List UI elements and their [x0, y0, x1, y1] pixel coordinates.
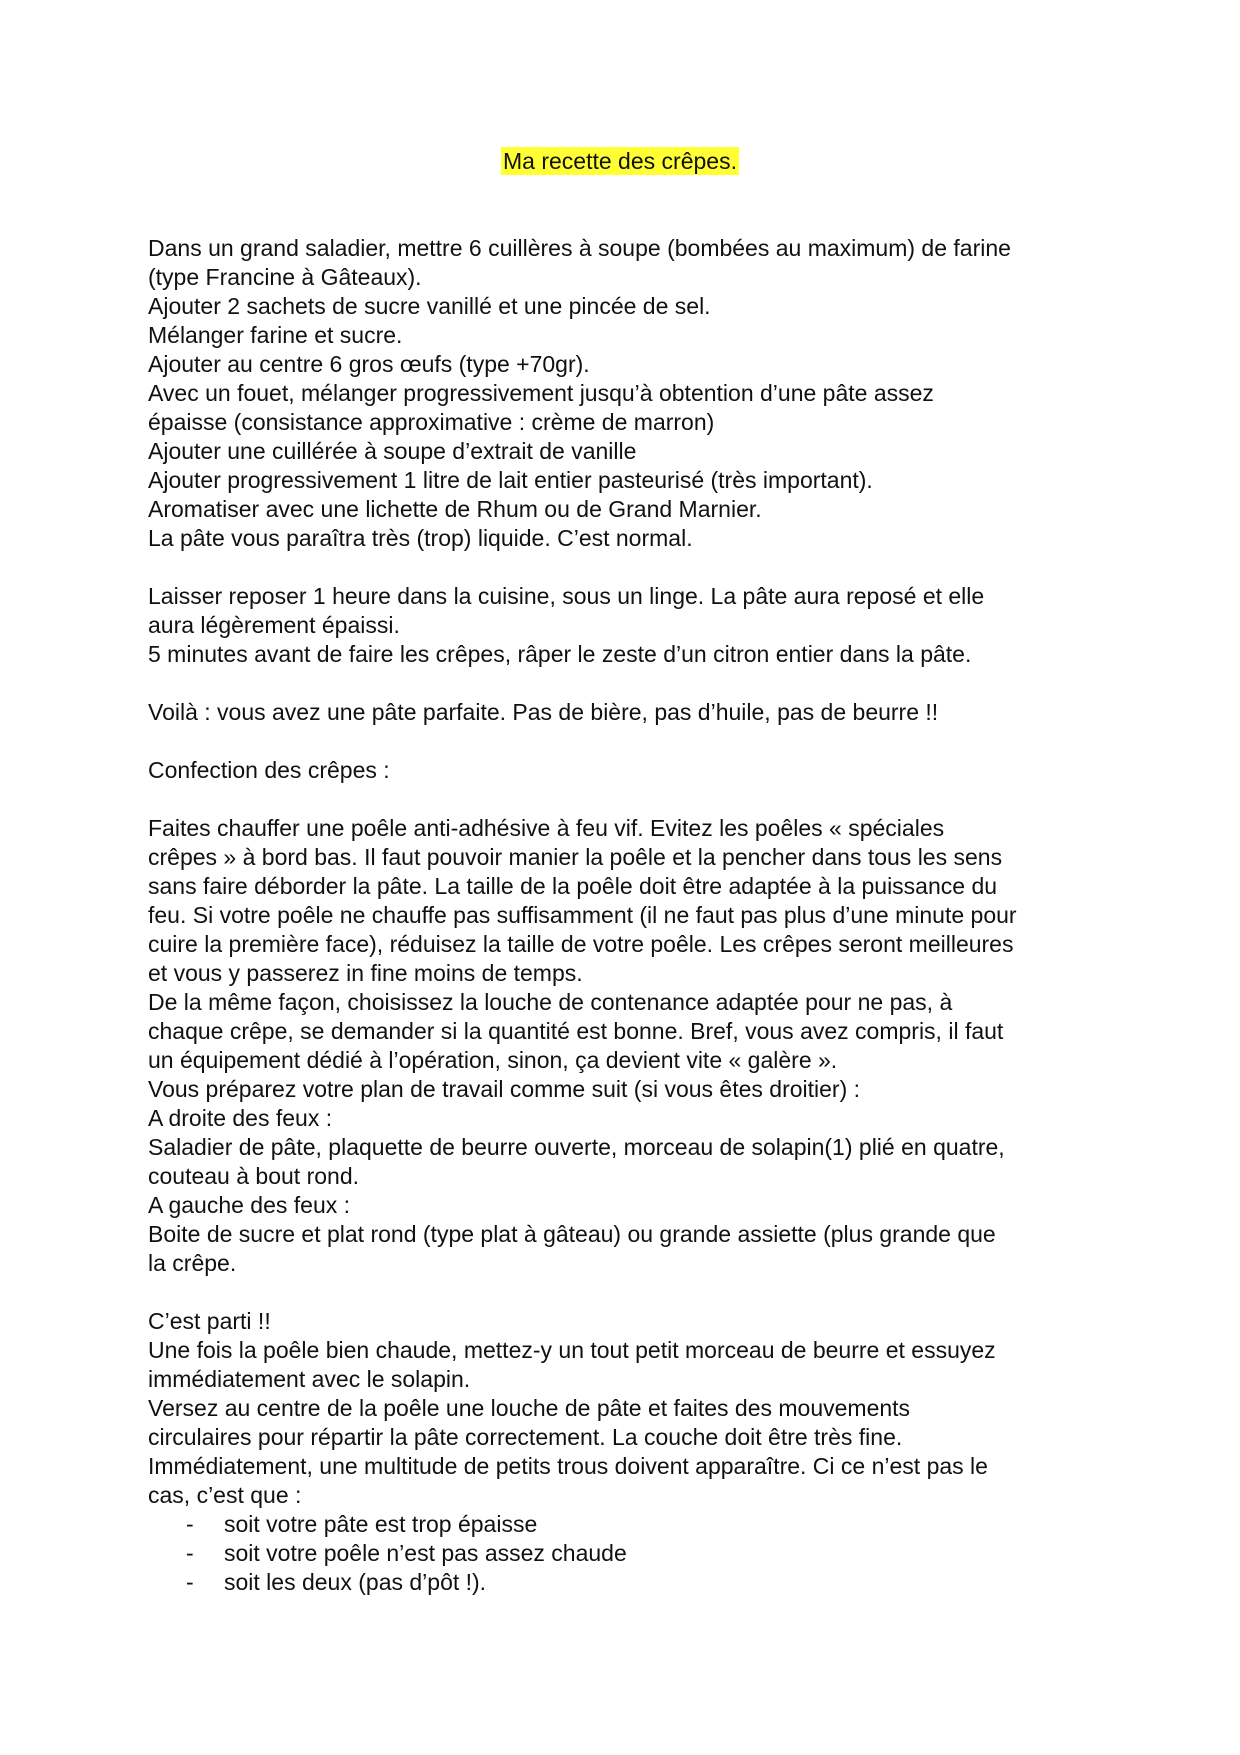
text-line: Versez au centre de la poêle une louche de pâte et faites des mouvements [148, 1395, 911, 1421]
paragraph [148, 234, 1108, 553]
text-line: et vous y passerez in fine moins de temps. [148, 960, 583, 986]
text-line: Boite de sucre et plat rond (type plat à gâteau) ou grande assiette (plus grande que [148, 1221, 996, 1247]
text-line: Faites chauffer une poêle anti-adhésive à feu vif. Evitez les poêles « spéciales [148, 815, 945, 841]
text-line: Vous préparez votre plan de travail comme suit (si vous êtes droitier) : [148, 1076, 861, 1102]
text-line: Une fois la poêle bien chaude, mettez-y un tout petit morceau de beurre et essuyez [148, 1337, 996, 1363]
text-line: Ajouter 2 sachets de sucre vanillé et une pincée de sel. [148, 293, 711, 319]
bullet-text: soit votre pâte est trop épaisse [224, 1511, 538, 1537]
paragraph [148, 698, 1108, 727]
text-line: un équipement dédié à l’opération, sinon, ça devient vite « galère ». [148, 1047, 838, 1073]
document-title: Ma recette des crêpes. [503, 148, 737, 174]
text-line: la crêpe. [148, 1250, 237, 1276]
text-line: Mélanger farine et sucre. [148, 322, 403, 348]
paragraph [148, 1307, 1108, 1510]
text-line: chaque crêpe, se demander si la quantité est bonne. Bref, vous avez compris, il faut [148, 1018, 1004, 1044]
text-line: Confection des crêpes : [148, 757, 390, 783]
paragraph [148, 756, 1108, 785]
title-container [0, 147, 1240, 175]
text-line: Immédiatement, une multitude de petits trous doivent apparaître. Ci ce n’est pas le [148, 1453, 988, 1479]
text-line: Ajouter au centre 6 gros œufs (type +70gr). [148, 351, 590, 377]
paragraph-gap [148, 727, 1108, 756]
bullet-marker: - [186, 1569, 194, 1595]
text-line: épaisse (consistance approximative : crème de marron) [148, 409, 715, 435]
bullet-item [148, 1510, 1108, 1539]
paragraph [148, 582, 1108, 669]
text-line: feu. Si votre poêle ne chauffe pas suffisamment (il ne faut pas plus d’une minute pour [148, 902, 1017, 928]
text-line: sans faire déborder la pâte. La taille de la poêle doit être adaptée à la puissance du [148, 873, 998, 899]
paragraph-gap [148, 785, 1108, 814]
text-line: crêpes » à bord bas. Il faut pouvoir manier la poêle et la pencher dans tous les sens [148, 844, 1003, 870]
text-line: (type Francine à Gâteaux). [148, 264, 422, 290]
text-line: immédiatement avec le solapin. [148, 1366, 471, 1392]
text-line: C’est parti !! [148, 1308, 271, 1334]
text-line: cas, c’est que : [148, 1482, 302, 1508]
text-line: Laisser reposer 1 heure dans la cuisine, sous un linge. La pâte aura reposé et elle [148, 583, 985, 609]
document-body [148, 234, 1108, 1597]
text-line: Ajouter progressivement 1 litre de lait entier pasteurisé (très important). [148, 467, 873, 493]
bullet-text: soit votre poêle n’est pas assez chaude [224, 1540, 627, 1566]
text-line: Avec un fouet, mélanger progressivement jusqu’à obtention d’une pâte assez [148, 380, 934, 406]
bullet-marker: - [186, 1540, 194, 1566]
text-line: cuire la première face), réduisez la taille de votre poêle. Les crêpes seront meilleures [148, 931, 1014, 957]
text-line: Saladier de pâte, plaquette de beurre ouverte, morceau de solapin(1) plié en quatre, [148, 1134, 1005, 1160]
text-line: Voilà : vous avez une pâte parfaite. Pas de bière, pas d’huile, pas de beurre !! [148, 699, 939, 725]
bullet-list [148, 1510, 1108, 1597]
paragraph-gap [148, 1278, 1108, 1307]
text-line: Ajouter une cuillérée à soupe d’extrait de vanille [148, 438, 637, 464]
text-line: Dans un grand saladier, mettre 6 cuillères à soupe (bombées au maximum) de farine [148, 235, 1011, 261]
text-line: couteau à bout rond. [148, 1163, 359, 1189]
text-line: 5 minutes avant de faire les crêpes, râper le zeste d’un citron entier dans la pâte. [148, 641, 972, 667]
text-line: De la même façon, choisissez la louche de contenance adaptée pour ne pas, à [148, 989, 953, 1015]
text-line: circulaires pour répartir la pâte correctement. La couche doit être très fine. [148, 1424, 903, 1450]
text-line: A gauche des feux : [148, 1192, 351, 1218]
bullet-item [148, 1568, 1108, 1597]
bullet-item [148, 1539, 1108, 1568]
text-line: A droite des feux : [148, 1105, 333, 1131]
paragraph-gap [148, 553, 1108, 582]
text-line: Aromatiser avec une lichette de Rhum ou de Grand Marnier. [148, 496, 762, 522]
paragraph-gap [148, 669, 1108, 698]
paragraph [148, 814, 1108, 1278]
bullet-text: soit les deux (pas d’pôt !). [224, 1569, 487, 1595]
bullet-marker: - [186, 1511, 194, 1537]
text-line: aura légèrement épaissi. [148, 612, 400, 638]
text-line: La pâte vous paraîtra très (trop) liquide. C’est normal. [148, 525, 693, 551]
